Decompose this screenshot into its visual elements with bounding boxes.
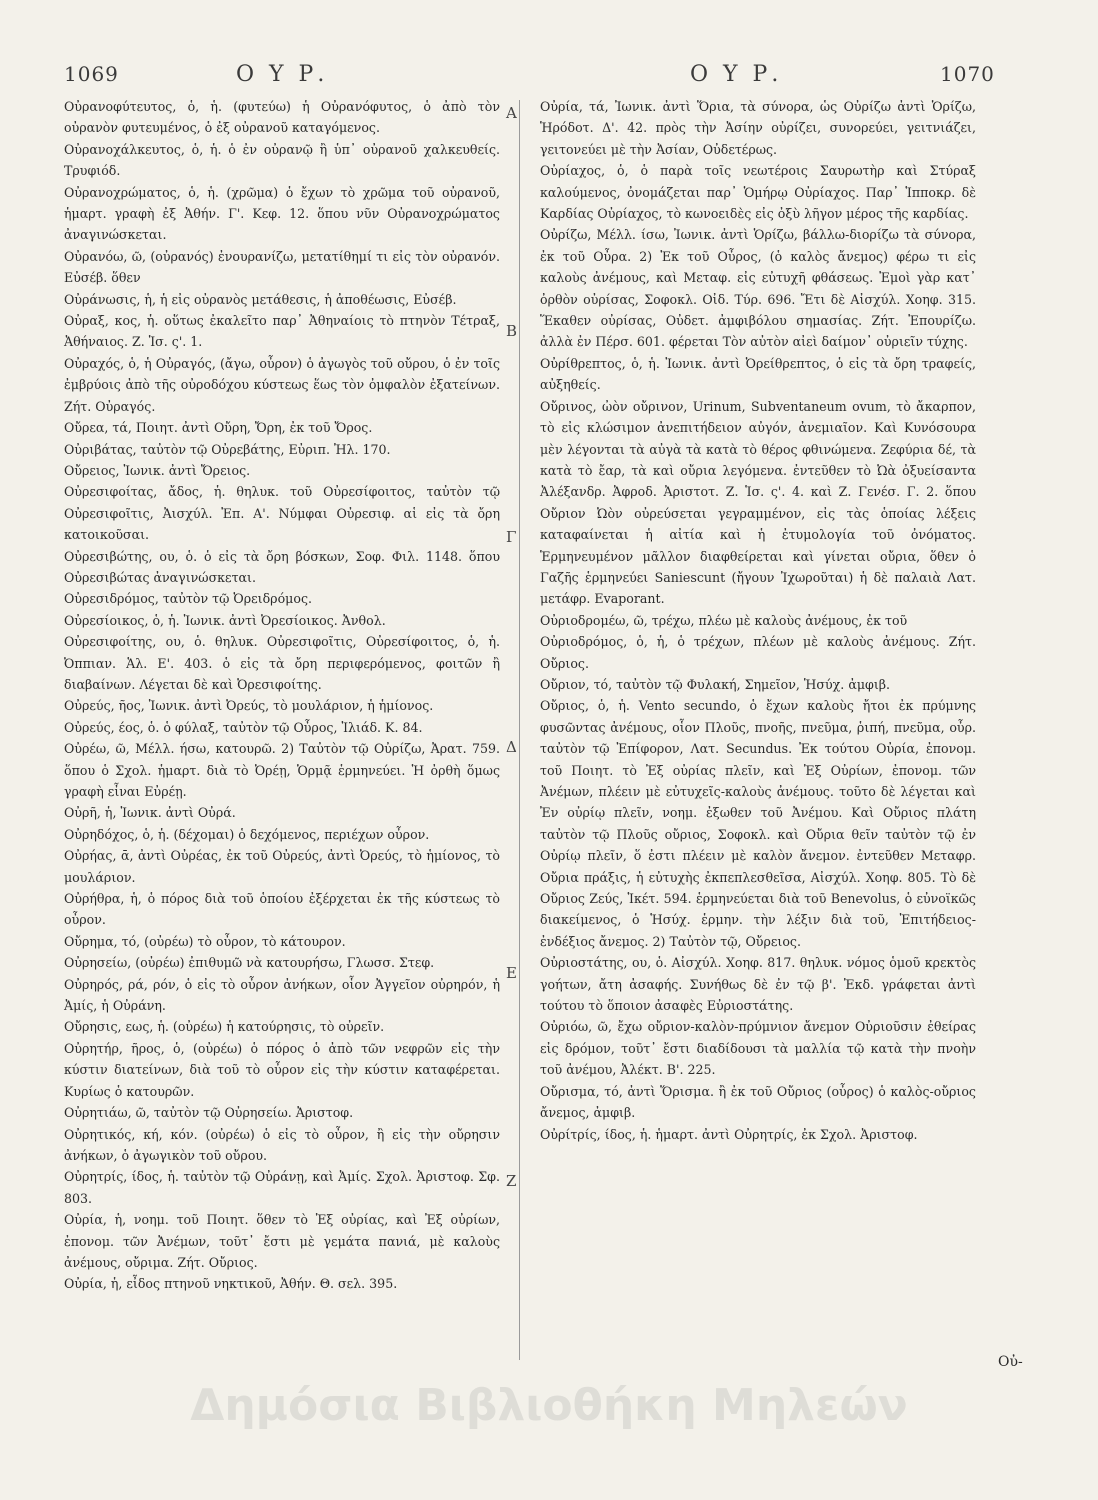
dictionary-entry: Οὐρητικός, κή, κόν. (οὐρέω) ὁ εἰς τὸ οὖρον, ἢ εἰς τὴν οὔρησιν ἀνήκων, ὁ ἀγωγικὸν τοῦ οὔρου. (64, 1126, 500, 1163)
dictionary-entry: Οὐρεσιφοίτης, ου, ὁ. θηλυκ. Οὐρεσιφοῖτις, Οὐρεσίφοιτος, ὁ, ἡ. Ὀππιαν. Ἁλ. Ε'. 403. ὁ εἰς τὰ ὄρη περιφερόμενος, φοιτῶν ἢ διαβαίνων. Λέγεται δὲ καὶ Ὀρεσιφοίτης. (64, 634, 500, 692)
dictionary-entry: Οὐρίτρίς, ίδος, ἡ. ἡμαρτ. ἀντὶ Οὐρητρίς, ἐκ Σχολ. Ἀριστοφ. (540, 1126, 918, 1142)
dictionary-entry: Οὐρανοχάλκευτος, ὁ, ἡ. ὁ ἐν οὐρανῷ ἢ ὑπ᾽ οὐρανοῦ χαλκευθείς. Τρυφιόδ. (64, 141, 500, 179)
section-letter: Ε (506, 964, 517, 982)
dictionary-entry: Οὐρεσιφοίτας, ἄδος, ἡ. θηλυκ. τοῦ Οὐρεσίφοιτος, ταὐτὸν τῷ Οὐρεσιφοῖτις, Ἀισχύλ. Ἐπ. Α'. Νύμφαι Οὐρεσιφ. αἱ εἰς τὰ ὄρη κατοικοῦσαι. (64, 484, 500, 543)
dictionary-entry: Οὔρημα, τό, (οὐρέω) τὸ οὖρον, τὸ κάτουρον. (64, 933, 346, 949)
dictionary-entry: Οὐρίζω, Μέλλ. ίσω, Ἰωνικ. ἀντὶ Ὁρίζω, βάλλω-διορίζω τὰ σύνορα, ἐκ τοῦ Οὖρα. 2) Ἐκ τοῦ Οὖρος, (ὁ καλὸς ἄνεμος) φέρω τι εἰς καλοὺς ἀνέμους, καὶ Μεταφ. εἰς εὐτυχῆ φθάσεως. Ἐμοὶ γὰρ κατ᾽ ὀρθὸν οὐρίσας, Σοφοκλ. Οἰδ. Τύρ. 696. Ἔτι δὲ Αἰσχύλ. Χοηφ. 315. Ἕκαθεν οὐρίσας, Οὐδετ. ἀμφιβόλου σημασίας. Ζήτ. Ἐπουρίζω. ἀλλὰ ἐν Πέρσ. 601. φέρεται Τὸν αὐτὸν αἰεὶ δαίμον᾽ οὐριεῖν τύχης. (540, 227, 976, 350)
left-page-number: 1069 (64, 62, 119, 86)
dictionary-entry: Οὐριόω, ῶ, ἔχω οὔριον-καλὸν-πρύμνιον ἄνεμον Οὐριοῦσιν ἐθείρας εἰς δρόμον, τοῦτ᾽ ἔστι διαδίδουσι τὰ μαλλία τῷ κατὰ τὴν πνοὴν τοῦ ἀνέμου, Ἀλέκτ. Β'. 225. (540, 1019, 976, 1078)
dictionary-entry: Οὐρηδόχος, ὁ, ἡ. (δέχομαι) ὁ δεχόμενος, περιέχων οὖρον. (64, 826, 430, 842)
dictionary-entry: Οὐρανοχρώματος, ὁ, ἡ. (χρῶμα) ὁ ἔχων τὸ χρῶμα τοῦ οὐρανοῦ, ἡμαρτ. γραφὴ ἐξ Ἀθήν. Γ'. Κεφ. 12. ὅπου νῦν Οὐρανοχρώματος ἀναγινώσκεται. (64, 184, 500, 243)
dictionary-entry: Οὐρία, τά, Ἰωνικ. ἀντὶ Ὅρια, τὰ σύνορα, ὡς Οὐρίζω ἀντὶ Ὁρίζω, Ἡρόδοτ. Δ'. 42. πρὸς τὴν Ἀσίην οὐρίζει, συνορεύει, γειτνιάζει, γειτονεύει μὲ τὴν Ἀσίαν, Οὐδετέρως. (540, 99, 976, 157)
dictionary-entry: Οὐρητρίς, ίδος, ἡ. ταὐτὸν τῷ Οὐράνῃ, καὶ Ἀμίς. Σχολ. Ἀριστοφ. Σφ. 803. (64, 1169, 500, 1206)
dictionary-entry: Οὐριβάτας, ταὐτὸν τῷ Οὐρεβάτης, Εὐριπ. Ἠλ. 170. (64, 441, 391, 457)
dictionary-entry: Οὔρησις, εως, ἡ. (οὐρέω) ἡ κατούρησις, τὸ οὐρεῖν. (64, 1019, 385, 1035)
right-page-number: 1070 (940, 62, 995, 86)
dictionary-entry: Οὐρέω, ῶ, Μέλλ. ήσω, κατουρῶ. 2) Ταὐτὸν τῷ Οὐρίζω, Ἀρατ. 759. ὅπου ὁ Σχολ. ἡμαρτ. διὰ τὸ Ὀρέῃ, Ὁρμᾷ ἑρμηνεύει. Ἡ ὀρθὴ ὅμως γραφὴ εἶναι Εὐρέῃ. (64, 741, 500, 799)
dictionary-entry: Οὔρεα, τά, Ποιητ. ἀντὶ Οὔρη, Ὄρη, ἐκ τοῦ Ὄρος. (64, 420, 373, 436)
dictionary-entry: Οὐρίαχος, ὁ, ὁ παρὰ τοῖς νεωτέροις Σαυρωτὴρ καὶ Στύραξ καλούμενος, ὀνομάζεται παρ᾽ Ὁμήρῳ Οὐρίαχος. Παρ᾽ Ἱπποκρ. δὲ Καρδίας Οὐρίαχος, τὸ κωνοειδὲς εἰς ὀξὺ λῆγον μέρος τῆς καρδίας. (540, 163, 976, 222)
right-running-title: Ο Υ Ρ. (690, 62, 783, 87)
dictionary-entry: Οὐρησείω, (οὐρέω) ἐπιθυμῶ νὰ κατουρήσω, Γλωσσ. Στεφ. (64, 955, 435, 971)
column-divider (519, 100, 520, 1360)
dictionary-entry: Οὐρεσιβώτης, ου, ὁ. ὁ εἰς τὰ ὄρη βόσκων, Σοφ. Φιλ. 1148. ὅπου Οὐρεσιβώτας ἀναγινώσκεται. (64, 548, 500, 585)
dictionary-entry: Οὔριος, ὁ, ἡ. Vento secundo, ὁ ἔχων καλοὺς ἤτοι ἐκ πρύμνης φυσῶντας ἀνέμους, οἷον Πλοῦς, πνοῆς, πνεῦμα, ῥιπή, πνεῦμα, οὖρ. ταὐτὸν τῷ Ἐπίφορον, Λατ. Secundus. Ἐκ τούτου Οὐρία, ἐπονομ. τοῦ Ποιητ. τὸ Ἐξ οὐρίας πλεῖν, καὶ Ἐξ Οὐρίων, ἐπονομ. τῶν Ἀνέμων, πλέειν μὲ εὐτυχεῖς-καλοὺς ἀνέμους. τοῦτο δὲ λέγεται καὶ Ἐν οὐρίῳ πλεῖν, νοημ. ἐξωθεν τοῦ Ἀνέμου. Καὶ Οὔριος πλάτη ταὐτὸν τῷ Πλοῦς οὔριος, Σοφοκλ. καὶ Οὔρια θεῖν ταὐτὸν τῷ ἐν Οὐρίῳ πλεῖν, ὅ ἐστι πλέειν μὲ καλὸν ἄνεμον. ἐντεῦθεν Μεταφρ. Οὔρια πράξις, ἡ εὐτυχὴς ἐκπεπλεσθεῖσα, Αἰσχύλ. Χοηφ. 805. Τὸ δὲ Οὔριος Ζεύς, Ἱκέτ. 594. ἑρμηνεύεται διὰ τοῦ Benevolus, ὁ εὐνοϊκῶς διακείμενος, ὁ Ἡσύχ. ἑρμην. τὴν λέξιν διὰ τοῦ, Ἐπιτήδειος-ἐνδέξιος ἄνεμος. 2) Ταὐτὸν τῷ, Οὔρειος. (540, 698, 976, 949)
library-watermark: Δημόσια Βιβλιοθήκη Μηλεών (190, 1380, 908, 1431)
dictionary-entry: Οὐρίθρεπτος, ὁ, ἡ. Ἰωνικ. ἀντὶ Ὀρείθρεπτος, ὁ εἰς τὰ ὄρη τραφείς, αὐξηθείς. (540, 355, 976, 393)
dictionary-entry: Οὐρανόω, ῶ, (οὐρανός) ἐνουρανίζω, μετατίθημί τι εἰς τὸν οὐρανόν. Εὐσέβ. ὅθεν (64, 248, 500, 286)
dictionary-entry: Οὔρινος, ὠὸν οὔρινον, Urinum, Subventaneum ovum, τὸ ἄκαρπον, τὸ εἰς κλώσιμον ἀνεπιτήδειον αὐγόν, ἀνεμιαῖον. Καὶ Κυνόσουρα μὲν λέγονται τὰ αὐγὰ τὰ κατὰ τὸ θέρος φθινώμενα. Ζεφύρια δέ, τὰ κατὰ τὸ ἔαρ, τὰ καὶ οὔρια λεγόμενα. ἐντεῦθεν τὸ Ὠὰ ὀξυείσαντα Ἀλέξανδρ. Ἀφροδ. Ἀριστοτ. Ζ. Ἱσ. ς'. 4. καὶ Ζ. Γενέσ. Γ. 2. ὅπου Οὔριον Ὠὸν οὐρεύσεται γεγραμμένον, εἰς τὰς ὁποίας λέξεις καταφαίνεται ἡ αἰτία καὶ ἡ ἐτυμολογία τοῦ ὀνόματος. Ἑρμηνευμένον μᾶλλον διαφθείρεται καὶ γίνεται οὔρια, ὅθεν ὁ Γαζῆς ἑρμηνεύει Saniescunt (ἤγουν Ἰχωροῦται) ἡ δὲ παλαιὰ Λατ. μετάφρ. Evaporant. (540, 398, 976, 607)
dictionary-entry: Οὐρεσιδρόμος, ταὐτὸν τῷ Ὀρειδρόμος. (64, 591, 312, 607)
dictionary-entry: Οὐριοδρομέω, ῶ, τρέχω, πλέω μὲ καλοὺς ἀνέμους, ἐκ τοῦ (540, 612, 908, 628)
dictionary-entry: Οὐρήας, ᾱ, ἀντὶ Οὐρέας, ἐκ τοῦ Οὐρεύς, ἀντὶ Ὀρεύς, τὸ ἡμίονος, τὸ μουλάριον. (64, 848, 500, 885)
section-letter: Β (506, 322, 518, 340)
dictionary-entry: Οὐρητιάω, ῶ, ταὐτὸν τῷ Οὐρησείω. Ἀριστοφ. (64, 1105, 354, 1121)
dictionary-entry: Οὐριοστάτης, ου, ὁ. Αἰσχύλ. Χοηφ. 817. θηλυκ. νόμος ὁμοῦ κρεκτὸς γοήτων, ἄτη ἀσαφής. Συνήθως δὲ ἐν τῷ β'. Ἐκδ. γράφεται ἀντὶ τούτου τὸ ὅποιον ἀσαφὲς Εὐριοστάτης. (540, 955, 976, 1014)
dictionary-entry: Οὐραχός, ὁ, ἡ Οὐραγός, (ἄγω, οὖρον) ὁ ἀγωγὸς τοῦ οὔρου, ὁ ἐν τοῖς ἐμβρύοις ἀπὸ τῆς οὐροδόχου κύστεως ἕως τὸν ὀμφαλὸν ἐξατείνων. Ζήτ. Οὐραγός. (64, 355, 500, 414)
left-running-title: Ο Υ Ρ. (236, 62, 329, 87)
dictionary-entry: Οὐρανοφύτευτος, ὁ, ἡ. (φυτεύω) ἡ Οὐρανόφυτος, ὁ ἀπὸ τὸν οὐρανὸν φυτευμένος, ὁ ἐξ οὐρανοῦ καταγόμενος. (64, 99, 500, 136)
right-column (540, 96, 976, 1145)
section-letter: Γ (506, 528, 517, 546)
dictionary-entry: Οὐρήθρα, ἡ, ὁ πόρος διὰ τοῦ ὁποίου ἐξέρχεται ἐκ τῆς κύστεως τὸ οὖρον. (64, 891, 500, 928)
left-column (64, 96, 500, 1295)
dictionary-entry: Οὐρεύς, ῆος, Ἰωνικ. ἀντὶ Ὀρεύς, τὸ μουλάριον, ἡ ἡμίονος. (64, 698, 434, 714)
dictionary-entry: Οὔριον, τό, ταὐτὸν τῷ Φυλακή, Σημεῖον, Ἡσύχ. ἀμφιβ. (540, 676, 891, 692)
dictionary-entry: Οὐράνωσις, ἡ, ἡ εἰς οὐρανὸς μετάθεσις, ἡ ἀποθέωσις, Εὐσέβ. (64, 291, 457, 307)
dictionary-entry: Οὐρεσίοικος, ὁ, ἡ. Ἰωνικ. ἀντὶ Ὀρεσίοικος. Ἀνθολ. (64, 612, 386, 628)
dictionary-entry: Οὔρειος, Ἰωνικ. ἀντὶ Ὄρειος. (64, 462, 251, 478)
dictionary-entry: Οὐρῆ, ἡ, Ἰωνικ. ἀντὶ Οὐρά. (64, 805, 236, 821)
dictionary-entry: Οὐρεύς, έος, ὁ. ὁ φύλαξ, ταὐτὸν τῷ Οὖρος, Ἰλιάδ. Κ. 84. (64, 719, 423, 735)
catchword: Οὐ- (998, 1354, 1023, 1370)
dictionary-entry: Οὐρία, ἡ, νοημ. τοῦ Ποιητ. ὅθεν τὸ Ἐξ οὐρίας, καὶ Ἐξ οὐρίων, ἐπονομ. τῶν Ἀνέμων, τοῦτ᾽ ἔστι μὲ γεμάτα πανιά, μὲ καλοὺς ἀνέμους, οὔριμα. Ζήτ. Οὔριος. (64, 1212, 500, 1270)
section-letter: Δ (506, 738, 517, 756)
section-letter: Ζ (506, 1172, 517, 1190)
dictionary-entry: Οὔρισμα, τό, ἀντὶ Ὅρισμα. ἢ ἐκ τοῦ Οὔριος (οὖρος) ὁ καλὸς-οὔριος ἄνεμος, ἀμφιβ. (540, 1083, 976, 1121)
dictionary-entry: Οὐρητήρ, ῆρος, ὁ, (οὐρέω) ὁ πόρος ὁ ἀπὸ τῶν νεφρῶν εἰς τὴν κύστιν διατείνων, διὰ τοῦ τὸ οὖρον εἰς τὴν κύστιν καταφέρεται. Κυρίως ὁ κατουρῶν. (64, 1040, 500, 1099)
dictionary-entry: Οὐραξ, κος, ἡ. οὕτως ἐκαλεῖτο παρ᾽ Ἀθηναίοις τὸ πτηνὸν Τέτραξ, Ἀθήναιος. Ζ. Ἱσ. ς'. 1. (64, 313, 500, 350)
section-letter: Α (506, 104, 517, 122)
dictionary-entry: Οὐρηρός, ρά, ρόν, ὁ εἰς τὸ οὖρον ἀνήκων, οἷον Ἀγγεῖον οὐρηρόν, ἡ Ἀμίς, ἡ Οὐράνη. (64, 976, 500, 1014)
dictionary-entry: Οὐριοδρόμος, ὁ, ἡ, ὁ τρέχων, πλέων μὲ καλοὺς ἀνέμους. Ζήτ. Οὔριος. (540, 634, 976, 671)
dictionary-entry: Οὐρία, ἡ, εἶδος πτηνοῦ νηκτικοῦ, Ἀθήν. Θ. σελ. 395. (64, 1276, 398, 1292)
